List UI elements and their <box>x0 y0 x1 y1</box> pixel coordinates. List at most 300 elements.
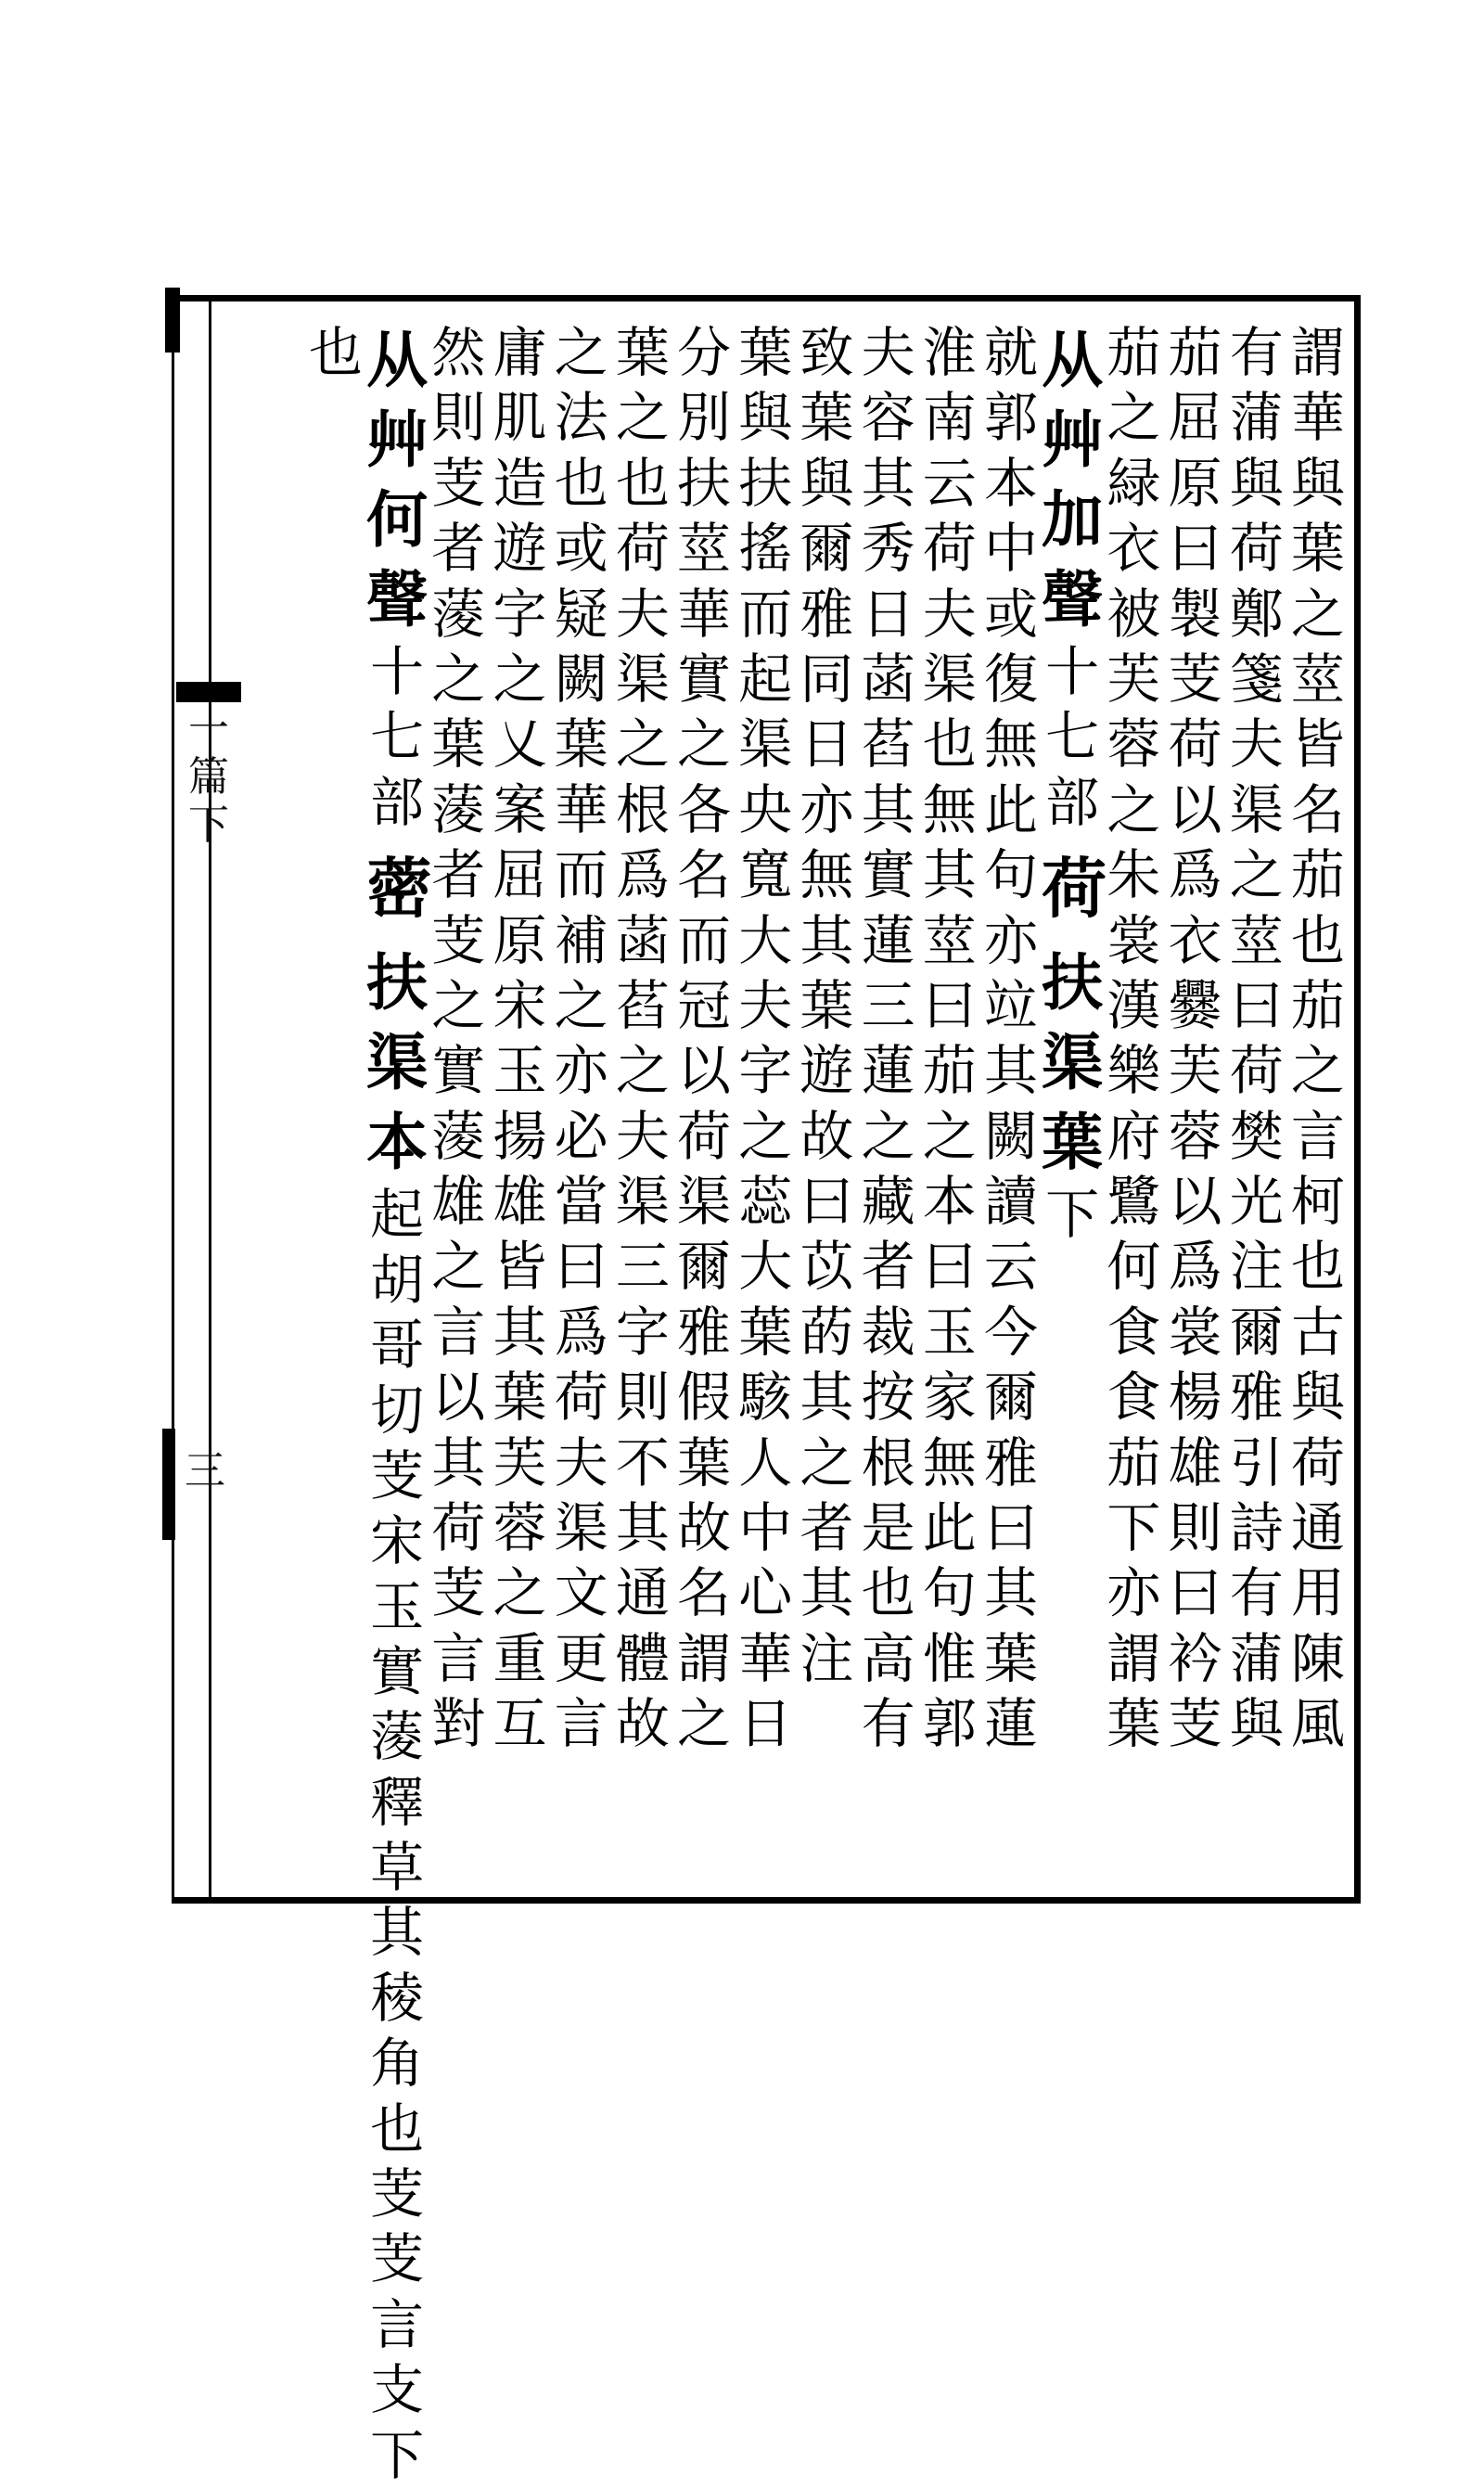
text-char: 言 <box>554 1692 608 1756</box>
text-char: 也 <box>861 1561 915 1625</box>
text-char: 注 <box>800 1626 854 1690</box>
text-char: 蔆 <box>370 1705 425 1769</box>
text-column-14 <box>489 320 550 1888</box>
text-char: 引 <box>1229 1430 1284 1494</box>
text-char: 以 <box>677 1039 732 1103</box>
text-char: 葉 <box>431 712 486 776</box>
text-char: 者 <box>431 517 486 581</box>
text-char: 苡 <box>800 1235 854 1299</box>
text-char: 葉 <box>1290 517 1345 581</box>
text-char: 渠 <box>738 712 793 776</box>
text-char: 雅 <box>1229 1366 1284 1430</box>
gutter-chapter-mark: 一篇下 <box>188 705 229 849</box>
text-char: 茄 <box>1290 843 1345 907</box>
text-char: 之 <box>615 386 670 450</box>
text-char: 爾 <box>677 1235 732 1299</box>
text-char: 樂 <box>1107 1039 1161 1103</box>
text-char: 雅 <box>677 1300 732 1364</box>
text-char: 起 <box>738 647 793 711</box>
text-char: 衿 <box>1168 1626 1222 1690</box>
text-char: 芰 <box>370 2227 425 2291</box>
text-char: 荷 <box>1290 1430 1345 1494</box>
text-char: 華 <box>554 777 608 841</box>
text-char: 名 <box>677 843 732 907</box>
text-char: 也 <box>615 451 670 515</box>
text-char: 體 <box>615 1626 670 1690</box>
text-char: 言 <box>1290 1104 1345 1168</box>
text-char: 也 <box>554 451 608 515</box>
text-char: 必 <box>554 1104 608 1168</box>
text-column-12 <box>612 320 673 1888</box>
text-char: 朱 <box>1107 843 1161 907</box>
text-char: 莖 <box>677 517 732 581</box>
text-char: 萏 <box>861 712 915 776</box>
text-char: 曰 <box>983 1496 1038 1560</box>
text-char: 注 <box>1229 1235 1284 1299</box>
text-char: 蕊 <box>738 1170 793 1234</box>
section-number-char: 部 <box>1045 770 1100 834</box>
text-char: 而 <box>738 582 793 646</box>
text-char: 亦 <box>1107 1561 1161 1625</box>
text-char: 玉 <box>922 1300 977 1364</box>
text-char: 之 <box>615 712 670 776</box>
entry-gloss-char: 扶 <box>1042 946 1104 1020</box>
text-char: 者 <box>431 843 486 907</box>
text-char: 雄 <box>1168 1430 1222 1494</box>
text-char: 或 <box>554 517 608 581</box>
text-char: 則 <box>615 1366 670 1430</box>
entry-gloss-char: 渠 <box>1042 1026 1104 1099</box>
text-char: 之 <box>493 1561 547 1625</box>
text-char: 者 <box>861 1235 915 1299</box>
text-char: 芰 <box>370 2162 425 2226</box>
text-char: 雅 <box>983 1430 1038 1494</box>
radical-note-char: 何 <box>366 483 429 556</box>
entry-gloss-char: 本 <box>366 1106 429 1179</box>
text-char: 也 <box>370 2097 425 2161</box>
text-char: 淮 <box>922 321 977 384</box>
text-char: 南 <box>922 386 977 450</box>
text-char: 各 <box>677 777 732 841</box>
text-char: 蔆 <box>431 582 486 646</box>
text-char: 菂 <box>800 1300 854 1364</box>
text-char: 之 <box>554 321 608 384</box>
text-char: 名 <box>1290 777 1345 841</box>
text-char: 本 <box>922 1170 977 1234</box>
text-char: 根 <box>615 777 670 841</box>
text-char: 陳 <box>1290 1626 1345 1690</box>
text-char: 詩 <box>1229 1496 1284 1560</box>
text-char: 古 <box>1290 1300 1345 1364</box>
text-char: 本 <box>983 451 1038 515</box>
text-char: 茄 <box>1290 973 1345 1037</box>
text-char: 闕 <box>983 1104 1038 1168</box>
text-char: 蔆 <box>431 777 486 841</box>
text-char: 鷺 <box>1107 1170 1161 1234</box>
text-char: 夫 <box>615 1104 670 1168</box>
text-char: 故 <box>800 1104 854 1168</box>
text-char: 起 <box>370 1183 425 1247</box>
text-char: 芰 <box>431 908 486 972</box>
text-char: 爲 <box>1168 843 1222 907</box>
text-char: 菡 <box>615 908 670 972</box>
text-char: 惟 <box>922 1626 977 1690</box>
text-char: 之 <box>1290 1039 1345 1103</box>
text-char: 容 <box>861 386 915 450</box>
text-char: 夫 <box>922 582 977 646</box>
text-char: 大 <box>738 1235 793 1299</box>
text-char: 謂 <box>1290 321 1345 384</box>
text-char: 無 <box>922 1430 977 1494</box>
text-char: 衣 <box>1168 908 1222 972</box>
radical-note-char: 艸 <box>1042 404 1104 476</box>
text-char: 遊 <box>800 1039 854 1103</box>
text-char: 秀 <box>861 517 915 581</box>
text-char: 荷 <box>677 1104 732 1168</box>
text-char: 與 <box>800 451 854 515</box>
text-char: 芰 <box>431 1561 486 1625</box>
text-column-4 <box>1103 320 1164 1888</box>
text-char: 字 <box>615 1300 670 1364</box>
text-char: 句 <box>983 843 1038 907</box>
text-char: 冠 <box>677 973 732 1037</box>
section-number-char: 部 <box>370 770 425 834</box>
text-column-9 <box>796 320 857 1888</box>
text-char: 曰 <box>1168 517 1222 581</box>
text-char: 用 <box>1290 1561 1345 1625</box>
text-char: 之 <box>431 1235 486 1299</box>
text-char: 渠 <box>677 1170 732 1234</box>
text-char: 蒲 <box>1229 386 1284 450</box>
text-char: 樊 <box>1229 1104 1284 1168</box>
text-char: 萏 <box>615 973 670 1037</box>
text-char: 雅 <box>800 582 854 646</box>
text-char: 互 <box>493 1692 547 1756</box>
text-column-3 <box>1164 320 1225 1888</box>
text-char: 其 <box>493 1300 547 1364</box>
text-char: 華 <box>1290 386 1345 450</box>
section-number-char: 十 <box>370 640 425 703</box>
text-char: 曰 <box>922 1235 977 1299</box>
text-char: 其 <box>861 777 915 841</box>
text-char: 其 <box>800 908 854 972</box>
text-char: 扶 <box>677 451 732 515</box>
text-char: 莖 <box>922 908 977 972</box>
text-column-7 <box>919 320 980 1888</box>
text-char: 稜 <box>370 1966 425 2030</box>
text-column-15 <box>428 320 489 1888</box>
section-number-char: 十 <box>1045 640 1100 703</box>
text-column-6 <box>980 320 1042 1888</box>
text-char: 扶 <box>738 451 793 515</box>
text-char: 心 <box>738 1561 793 1625</box>
text-char: 其 <box>922 843 977 907</box>
radical-note-char: 加 <box>1042 483 1104 556</box>
text-char: 日 <box>800 712 854 776</box>
text-char: 芰 <box>370 1443 425 1507</box>
text-char: 補 <box>554 908 608 972</box>
text-char: 其 <box>983 1039 1038 1103</box>
text-column-13 <box>551 320 612 1888</box>
text-char: 之 <box>922 1104 977 1168</box>
text-char: 復 <box>983 647 1038 711</box>
text-char: 皆 <box>1290 712 1345 776</box>
radical-note-char: 艸 <box>366 404 429 476</box>
text-char: 芙 <box>1168 1039 1222 1103</box>
section-number-char: 七 <box>370 705 425 769</box>
text-char: 揚 <box>493 1104 547 1168</box>
text-char: 夫 <box>861 321 915 384</box>
radical-note-char: 从 <box>1042 324 1104 396</box>
text-char: 然 <box>431 321 486 384</box>
text-char: 之 <box>1107 386 1161 450</box>
text-char: 茄 <box>922 1039 977 1103</box>
text-char: 文 <box>554 1561 608 1625</box>
text-char: 爾 <box>983 1366 1038 1430</box>
radical-note-char: 聲 <box>366 563 429 635</box>
text-char: 夫 <box>615 582 670 646</box>
text-column-11 <box>673 320 735 1888</box>
text-char: 之 <box>1107 777 1161 841</box>
text-char: 爨 <box>1168 973 1222 1037</box>
text-char: 爲 <box>615 843 670 907</box>
text-char: 根 <box>861 1430 915 1494</box>
text-char: 荷 <box>615 517 670 581</box>
text-char: 三 <box>615 1235 670 1299</box>
text-char: 其 <box>431 1430 486 1494</box>
text-char: 爲 <box>554 1300 608 1364</box>
text-char: 葉 <box>615 321 670 384</box>
text-char: 芰 <box>431 451 486 515</box>
text-char: 蓮 <box>983 1692 1038 1756</box>
text-char: 三 <box>861 973 915 1037</box>
text-char: 哥 <box>370 1313 425 1377</box>
text-char: 無 <box>922 777 977 841</box>
text-char: 光 <box>1229 1170 1284 1234</box>
seal-script-headword: 荷 <box>1042 850 1107 928</box>
text-char: 芰 <box>1168 1692 1222 1756</box>
text-char: 屈 <box>493 843 547 907</box>
text-char: 有 <box>861 1692 915 1756</box>
text-char: 角 <box>370 2032 425 2096</box>
text-body <box>243 320 1349 2487</box>
radical-note-char: 从 <box>366 324 429 396</box>
text-char: 謂 <box>677 1626 732 1690</box>
text-char: 重 <box>493 1626 547 1690</box>
text-char: 曰 <box>800 1170 854 1234</box>
text-char: 云 <box>922 451 977 515</box>
text-char: 乂 <box>493 712 547 776</box>
text-char: 荷 <box>1229 1039 1284 1103</box>
text-char: 之 <box>677 712 732 776</box>
text-char: 無 <box>983 712 1038 776</box>
text-char: 實 <box>370 1639 425 1703</box>
text-char: 莖 <box>1229 908 1284 972</box>
text-char: 蓉 <box>1168 1104 1222 1168</box>
text-char: 亦 <box>983 908 1038 972</box>
entry-gloss-char: 渠 <box>366 1026 429 1099</box>
text-char: 緑 <box>1107 451 1161 515</box>
text-char: 渠 <box>1229 777 1284 841</box>
text-char: 造 <box>493 451 547 515</box>
text-char: 原 <box>1168 451 1222 515</box>
text-char: 華 <box>738 1626 793 1690</box>
text-char: 故 <box>677 1496 732 1560</box>
text-char: 下 <box>370 2423 425 2487</box>
text-char: 荷 <box>1229 517 1284 581</box>
text-char: 實 <box>861 843 915 907</box>
text-column-17 <box>305 320 366 1888</box>
text-char: 下 <box>1107 1496 1161 1560</box>
text-char: 原 <box>493 908 547 972</box>
text-char: 蒲 <box>1229 1626 1284 1690</box>
text-char: 云 <box>983 1235 1038 1299</box>
text-char: 之 <box>861 1104 915 1168</box>
text-char: 葉 <box>738 321 793 384</box>
text-char: 日 <box>738 1692 793 1756</box>
text-char: 其 <box>983 1561 1038 1625</box>
text-char: 葉 <box>554 712 608 776</box>
text-char: 同 <box>800 647 854 711</box>
text-char: 之 <box>493 647 547 711</box>
text-char: 與 <box>1290 1366 1345 1430</box>
text-char: 葉 <box>493 1366 547 1430</box>
text-char: 之 <box>431 973 486 1037</box>
text-char: 庸 <box>493 321 547 384</box>
text-char: 搖 <box>738 517 793 581</box>
text-char: 而 <box>677 908 732 972</box>
text-char: 宋 <box>493 973 547 1037</box>
text-char: 渠 <box>554 1496 608 1560</box>
text-char: 郭 <box>922 1692 977 1756</box>
text-char: 中 <box>983 517 1038 581</box>
text-char: 荷 <box>922 517 977 581</box>
text-char: 按 <box>861 1366 915 1430</box>
text-char: 其 <box>800 1561 854 1625</box>
text-char: 裳 <box>1168 1300 1222 1364</box>
section-number-char: 七 <box>1045 705 1100 769</box>
text-char: 玉 <box>370 1574 425 1638</box>
text-char: 闕 <box>554 647 608 711</box>
text-char: 草 <box>370 1836 425 1900</box>
text-char: 也 <box>1290 908 1345 972</box>
text-char: 與 <box>738 386 793 450</box>
text-char: 蓮 <box>861 908 915 972</box>
text-char: 家 <box>922 1366 977 1430</box>
text-char: 曰 <box>554 1235 608 1299</box>
text-char: 對 <box>431 1692 486 1756</box>
text-char: 也 <box>1290 1235 1345 1299</box>
text-column-8 <box>858 320 919 1888</box>
text-char: 也 <box>922 712 977 776</box>
text-char: 鄭 <box>1229 582 1284 646</box>
text-char: 言 <box>431 1626 486 1690</box>
entry-gloss-char: 扶 <box>366 946 429 1020</box>
text-char: 之 <box>554 973 608 1037</box>
text-char: 有 <box>1229 1561 1284 1625</box>
text-char: 則 <box>431 386 486 450</box>
text-char: 當 <box>554 1170 608 1234</box>
text-char: 蓉 <box>1107 712 1161 776</box>
text-char: 茄 <box>1107 321 1161 384</box>
text-char: 蓉 <box>493 1496 547 1560</box>
text-char: 致 <box>800 321 854 384</box>
text-char: 者 <box>800 1496 854 1560</box>
text-char: 之 <box>1290 582 1345 646</box>
text-char: 則 <box>1168 1496 1222 1560</box>
text-char: 柯 <box>1290 1170 1345 1234</box>
text-char: 此 <box>922 1496 977 1560</box>
text-char: 言 <box>370 2292 425 2356</box>
text-char: 就 <box>983 321 1038 384</box>
text-char: 渠 <box>922 647 977 711</box>
text-char: 不 <box>615 1430 670 1494</box>
text-char: 爾 <box>1229 1300 1284 1364</box>
text-char: 宋 <box>370 1509 425 1573</box>
text-char: 謂 <box>1107 1626 1161 1690</box>
text-char: 高 <box>861 1626 915 1690</box>
text-char: 箋 <box>1229 647 1284 711</box>
text-char: 屈 <box>1168 386 1222 450</box>
text-column-5 <box>1042 320 1107 1888</box>
text-char: 葉 <box>738 1300 793 1364</box>
text-char: 之 <box>431 647 486 711</box>
text-char: 蓮 <box>861 1039 915 1103</box>
text-char: 荷 <box>1168 712 1222 776</box>
text-char: 其 <box>615 1496 670 1560</box>
text-char: 遊 <box>493 517 547 581</box>
text-char: 切 <box>370 1379 425 1443</box>
text-char: 被 <box>1107 582 1161 646</box>
text-char: 荷 <box>554 1366 608 1430</box>
text-char: 亦 <box>554 1039 608 1103</box>
text-char: 食 <box>1107 1366 1161 1430</box>
text-char: 是 <box>861 1496 915 1560</box>
text-column-16 <box>366 320 432 2487</box>
text-char: 通 <box>615 1561 670 1625</box>
text-char: 別 <box>677 386 732 450</box>
text-char: 藏 <box>861 1170 915 1234</box>
text-char: 之 <box>615 1039 670 1103</box>
text-char: 郭 <box>983 386 1038 450</box>
text-char: 實 <box>677 647 732 711</box>
text-char: 釋 <box>370 1770 425 1834</box>
text-char: 芙 <box>1107 647 1161 711</box>
text-char: 人 <box>738 1430 793 1494</box>
text-char: 衣 <box>1107 517 1161 581</box>
text-char: 之 <box>1229 843 1284 907</box>
gutter-page-number: 三 <box>185 1447 225 1494</box>
text-char: 下 <box>1045 1183 1100 1247</box>
text-char: 其 <box>861 451 915 515</box>
text-char: 言 <box>431 1300 486 1364</box>
text-char: 菡 <box>861 647 915 711</box>
text-char: 雄 <box>431 1170 486 1234</box>
text-char: 府 <box>1107 1104 1161 1168</box>
text-char: 茄 <box>1107 1430 1161 1494</box>
text-char: 與 <box>1229 1692 1284 1756</box>
text-char: 荷 <box>431 1496 486 1560</box>
text-char: 胡 <box>370 1248 425 1312</box>
text-char: 名 <box>677 1561 732 1625</box>
text-char: 分 <box>677 321 732 384</box>
text-char: 以 <box>431 1366 486 1430</box>
text-char: 莖 <box>1290 647 1345 711</box>
text-char: 無 <box>800 843 854 907</box>
text-char: 支 <box>370 2358 425 2422</box>
text-char: 肌 <box>493 386 547 450</box>
text-char: 大 <box>738 908 793 972</box>
